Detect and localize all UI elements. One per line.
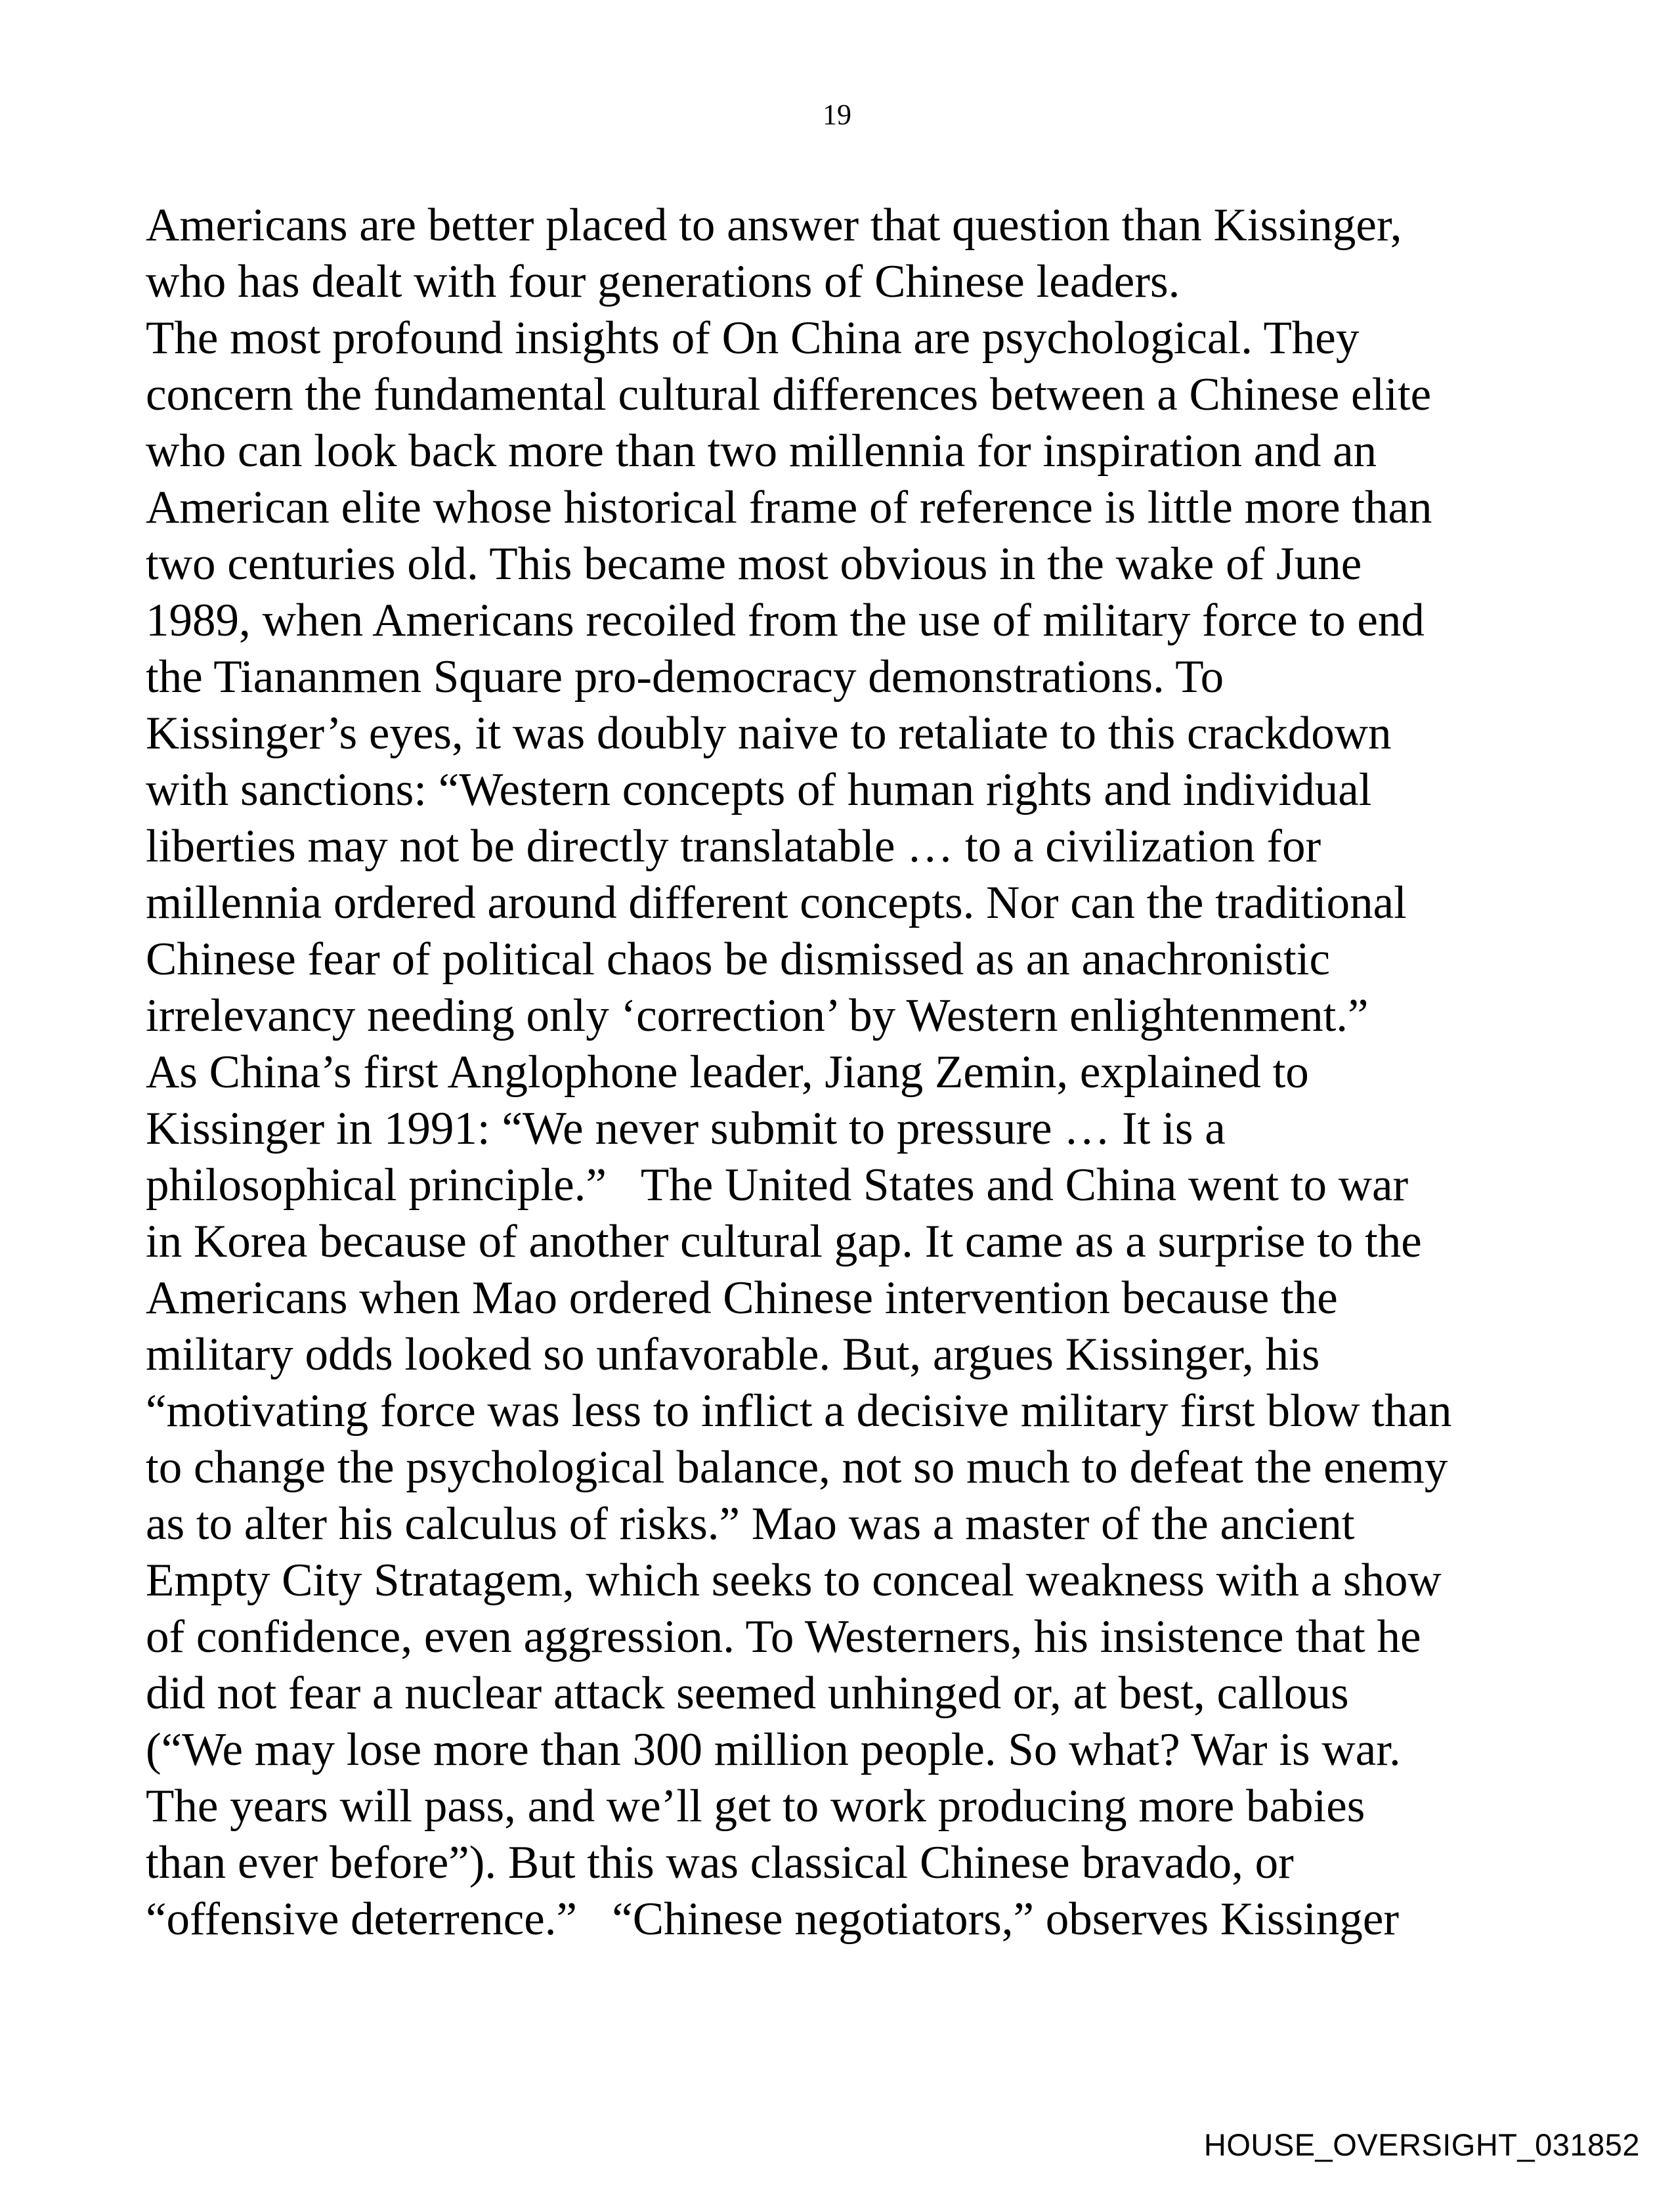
text-line: did not fear a nuclear attack seemed unhinged or, at best, callous — [146, 1668, 1349, 1719]
text-line: Empty City Stratagem, which seeks to conceal weakness with a show — [146, 1555, 1442, 1606]
text-line: “offensive deterrence.” “Chinese negotiators,” observes Kissinger — [146, 1894, 1400, 1945]
text-line: to change the psychological balance, not so much to defeat the enemy — [146, 1442, 1448, 1493]
document-id-footer: HOUSE_OVERSIGHT_031852 — [1203, 2127, 1640, 2162]
text-line: “motivating force was less to inflict a decisive military first blow than — [146, 1385, 1452, 1437]
text-line: Kissinger’s eyes, it was doubly naive to retaliate to this crackdown — [146, 708, 1392, 759]
text-line: Americans are better placed to answer that question than Kissinger, — [146, 200, 1402, 251]
text-line: in Korea because of another cultural gap. It came as a surprise to the — [146, 1216, 1422, 1267]
text-line: as to alter his calculus of risks.” Mao was a master of the ancient — [146, 1498, 1355, 1550]
text-line: Chinese fear of political chaos be dismissed as an anachronistic — [146, 934, 1331, 985]
text-line: with sanctions: “Western concepts of human rights and individual — [146, 764, 1372, 815]
text-line: concern the fundamental cultural differences between a Chinese elite — [146, 369, 1432, 420]
text-line: millennia ordered around different concepts. Nor can the traditional — [146, 877, 1407, 928]
text-line: 1989, when Americans recoiled from the use of military force to end — [146, 595, 1425, 646]
text-line: who can look back more than two millennia for inspiration and an — [146, 425, 1377, 477]
text-line: As China’s first Anglophone leader, Jiang Zemin, explained to — [146, 1047, 1309, 1098]
text-line: Americans when Mao ordered Chinese intervention because the — [146, 1272, 1338, 1324]
text-line: of confidence, even aggression. To Westerners, his insistence that he — [146, 1611, 1421, 1662]
text-line: liberties may not be directly translatable … to a civilization for — [146, 821, 1321, 872]
text-line: irrelevancy needing only ‘correction’ by Western enlightenment.” — [146, 990, 1369, 1041]
text-line: two centuries old. This became most obvious in the wake of June — [146, 538, 1362, 590]
text-line: The most profound insights of On China are psychological. They — [146, 313, 1360, 364]
text-line: The years will pass, and we’ll get to work producing more babies — [146, 1781, 1365, 1832]
text-line: military odds looked so unfavorable. But, argues Kissinger, his — [146, 1329, 1320, 1380]
text-line: (“We may lose more than 300 million people. So what? War is war. — [146, 1724, 1401, 1775]
text-line: than ever before”). But this was classical Chinese bravado, or — [146, 1837, 1294, 1888]
text-line: the Tiananmen Square pro-democracy demonstrations. To — [146, 651, 1224, 703]
text-line: Kissinger in 1991: “We never submit to pressure … It is a — [146, 1103, 1226, 1154]
page-number: 19 — [823, 98, 851, 131]
body-text — [146, 197, 1544, 1947]
text-line: who has dealt with four generations of Chinese leaders. — [146, 256, 1180, 307]
text-line: philosophical principle.” The United States and China went to war — [146, 1160, 1409, 1211]
text-line: American elite whose historical frame of reference is little more than — [146, 482, 1432, 533]
